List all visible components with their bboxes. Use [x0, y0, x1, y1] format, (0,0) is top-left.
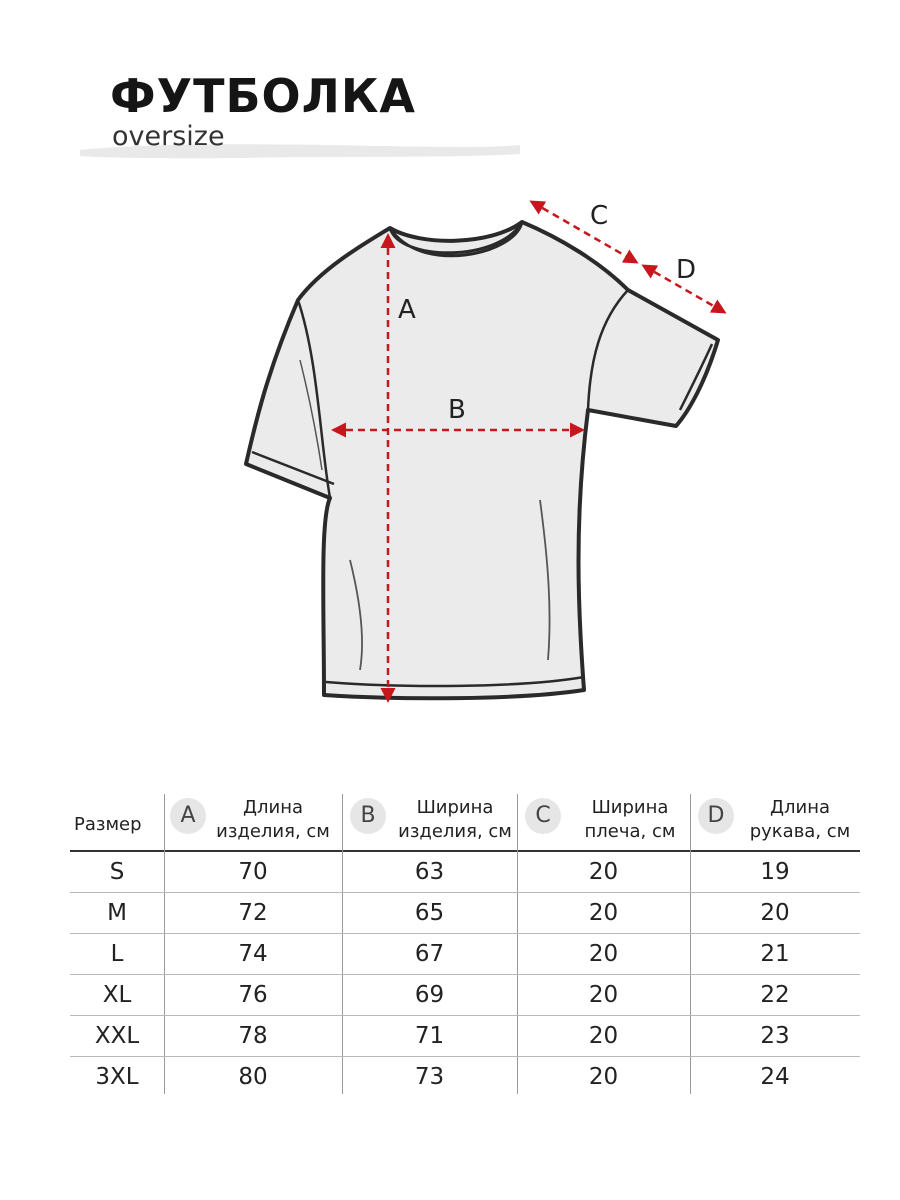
table-body: [70, 852, 860, 1097]
measure-c-cell: 20: [588, 941, 619, 967]
size-column-header: Размер: [74, 814, 142, 835]
page-title: ФУТБОЛКА: [110, 69, 417, 123]
measure-b-cell: 71: [414, 1023, 445, 1049]
label-a: A: [398, 295, 416, 325]
column-header-d: [698, 788, 858, 850]
page-subtitle: oversize: [112, 121, 225, 152]
column-c-label-line1: Ширина: [591, 797, 669, 818]
label-c: C: [590, 201, 609, 231]
column-a-label-line2: изделия, см: [216, 821, 330, 842]
table-row: [70, 1016, 860, 1057]
column-header-b: [350, 788, 520, 850]
column-c-label-line2: плеча, см: [584, 821, 676, 842]
measure-a-cell: 74: [238, 941, 268, 967]
size-table: [70, 788, 860, 1097]
measure-c-cell: 20: [588, 1023, 619, 1049]
measure-a-cell: 76: [238, 982, 268, 1008]
measure-b-cell: 69: [414, 982, 445, 1008]
size-cell: S: [109, 859, 125, 885]
size-cell: XL: [102, 982, 132, 1008]
table-row: [70, 893, 860, 934]
column-b-label-line2: изделия, см: [398, 821, 512, 842]
column-header-a: [170, 788, 340, 850]
letter-d-badge: D: [698, 798, 734, 834]
measure-d-cell: 23: [760, 1023, 790, 1049]
measure-d-cell: 19: [760, 859, 790, 885]
label-b: B: [448, 395, 466, 425]
measure-c-cell: 20: [588, 1064, 619, 1090]
letter-b-badge: B: [350, 798, 386, 834]
column-d-label-line1: Длина: [769, 797, 831, 818]
measure-b-cell: 65: [414, 900, 445, 926]
measure-a-cell: 78: [238, 1023, 268, 1049]
measure-a-cell: 70: [238, 859, 268, 885]
table-row: [70, 934, 860, 975]
label-d: D: [676, 255, 697, 285]
table-row: [70, 975, 860, 1016]
letter-a-badge: A: [170, 798, 206, 834]
measure-b-cell: 67: [414, 941, 445, 967]
measure-d-cell: 24: [760, 1064, 790, 1090]
measure-a-cell: 72: [238, 900, 268, 926]
column-a-label-line1: Длина: [242, 797, 304, 818]
measure-d-cell: 22: [760, 982, 790, 1008]
column-header-c: [525, 788, 695, 850]
size-cell: 3XL: [95, 1064, 139, 1090]
measure-d-cell: 21: [760, 941, 790, 967]
measure-b-cell: 73: [414, 1064, 445, 1090]
measure-c-cell: 20: [588, 982, 619, 1008]
size-cell: M: [107, 900, 127, 926]
measure-b-cell: 63: [414, 859, 445, 885]
table-header: [70, 788, 860, 852]
size-cell: XXL: [94, 1023, 140, 1049]
column-b-label-line1: Ширина: [416, 797, 494, 818]
letter-c-badge: C: [525, 798, 561, 834]
measure-d-cell: 20: [760, 900, 790, 926]
column-d-label-line2: рукава, см: [749, 821, 851, 842]
measure-c-cell: 20: [588, 900, 619, 926]
table-row: [70, 1057, 860, 1097]
table-row: [70, 852, 860, 893]
measure-c-cell: 20: [588, 859, 619, 885]
tshirt-outline: [246, 222, 718, 698]
size-cell: L: [110, 941, 124, 967]
measure-a-cell: 80: [238, 1064, 268, 1090]
